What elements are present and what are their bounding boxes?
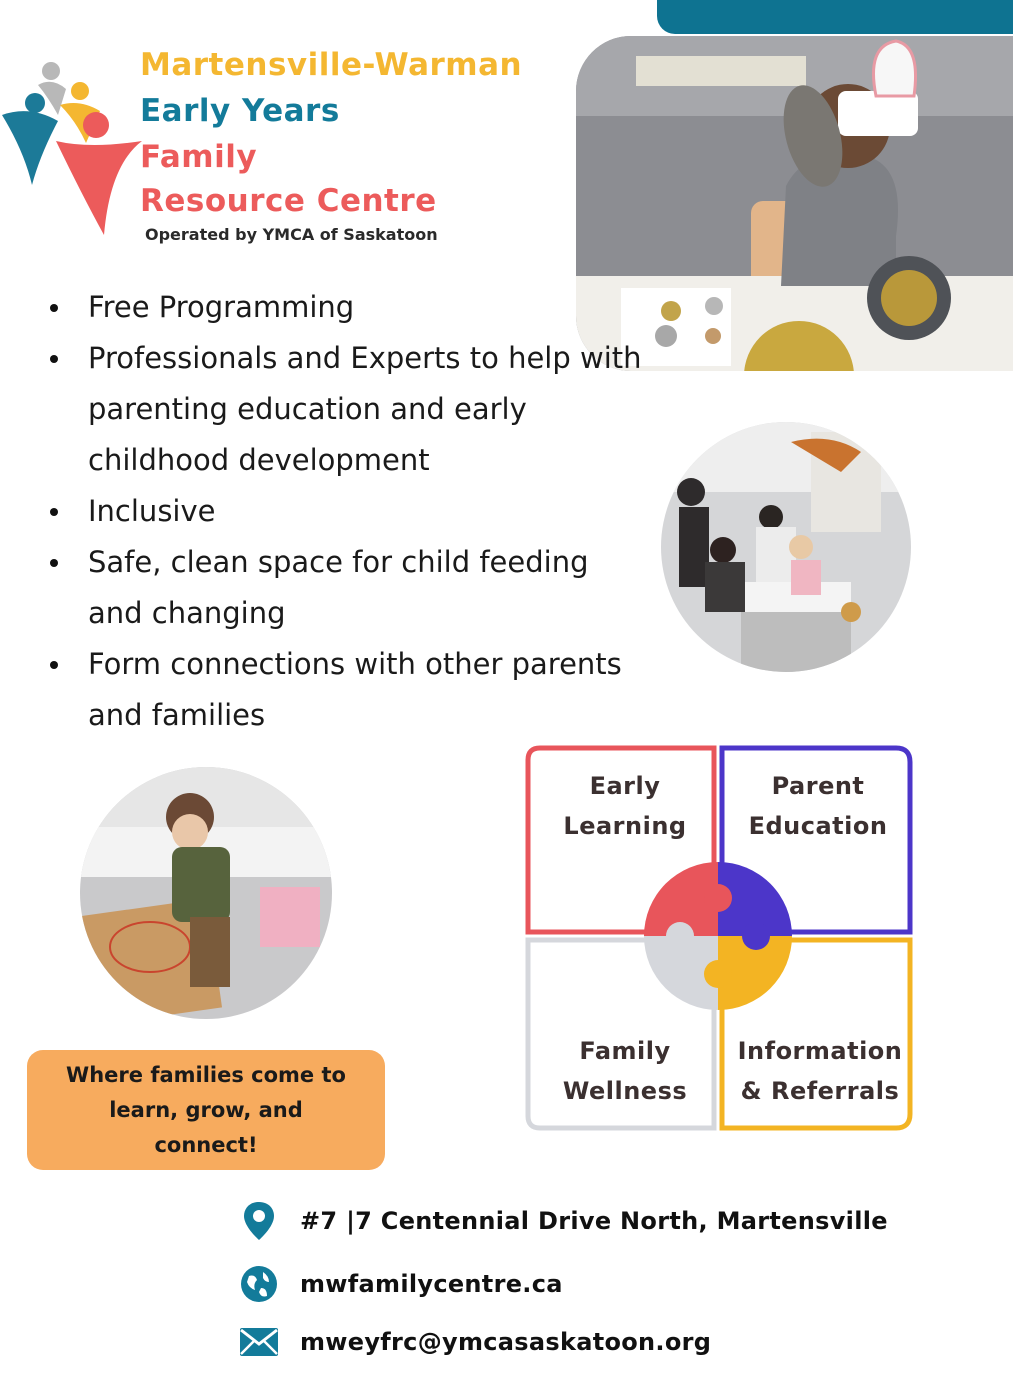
photo-child-drawing-on-box	[80, 767, 332, 1019]
location-pin-icon	[238, 1200, 280, 1242]
address-text: #7 |7 Centennial Drive North, Martensville	[300, 1207, 888, 1235]
list-item: Form connections with other parents and families	[47, 639, 647, 741]
org-name-line-2: Early Years	[140, 93, 340, 129]
puzzle-label-family-wellness: Family Wellness	[562, 1037, 688, 1105]
puzzle-label-information-referrals: Information & Referrals	[737, 1037, 903, 1105]
org-name-line-1: Martensville-Warman	[140, 47, 523, 83]
puzzle-label-early-learning: Early Learning	[563, 772, 687, 840]
website-link[interactable]: mwfamilycentre.ca	[300, 1270, 563, 1298]
photo-group-activity	[661, 422, 911, 672]
email-link[interactable]: mweyfrc@ymcasaskatoon.org	[300, 1328, 712, 1356]
puzzle-label-parent-education: Parent Education	[748, 772, 888, 840]
list-item: Inclusive	[47, 486, 647, 537]
operated-by-text: Operated by YMCA of Saskatoon	[145, 225, 438, 244]
tagline-box	[27, 1050, 385, 1170]
tagline-text: Where families come to learn, grow, and connect!	[66, 1062, 346, 1157]
benefits-list	[47, 282, 647, 741]
family-logo-icon	[0, 55, 145, 240]
contact-address	[238, 1199, 888, 1243]
list-item: Professionals and Experts to help with parenting education and early childhood development	[47, 333, 647, 486]
org-name-line-4: Resource Centre	[140, 183, 437, 219]
contact-email[interactable]	[238, 1320, 711, 1364]
org-name-line-3: Family	[140, 139, 258, 175]
list-item: Free Programming	[47, 282, 647, 333]
email-icon	[238, 1321, 280, 1363]
top-accent-bar	[657, 0, 1013, 34]
contact-website[interactable]	[238, 1262, 563, 1306]
globe-icon	[238, 1263, 280, 1305]
service-areas-puzzle	[520, 742, 920, 1134]
list-item: Safe, clean space for child feeding and changing	[47, 537, 647, 639]
